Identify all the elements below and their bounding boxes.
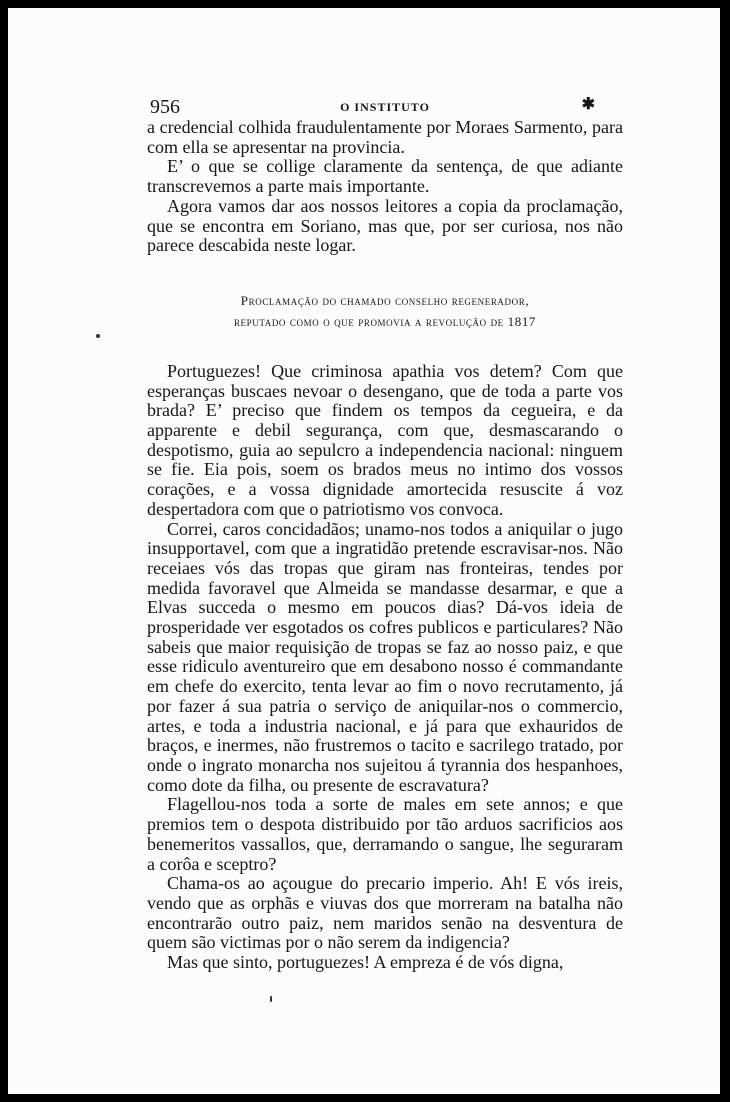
ornament-mark: ✱ (581, 96, 595, 113)
ink-speck (270, 996, 272, 1002)
proclamation-paragraph: Flagellou-nos toda a sorte de males em sete annos; e que premios tem o despota distribuido por tão arduos sacrificios aos benemeritos vassallos, que, derramando o sangue, lhe seguraram a corôa e sceptro? (147, 794, 623, 874)
proclamation-paragraph: Chama-os ao açougue do precario imperio. Ah! E vós ireis, vendo que as orphãs e viuvas dos que morreram na batalha não encontrarão outro paiz, nem maridos senão na desventura de quem são victimas por o não serem da indigencia? (147, 873, 623, 953)
proclamation-paragraph: Correi, caros concidadãos; unamo-nos todos a aniquilar o jugo insupportavel, com que a ingratidão pretende escravisar-nos. Não receiaes vós das tropas que giram nas fronteiras, tendes por medida favoravel que Almeida se mandasse desarmar, e que a Elvas succeda o mesmo em poucos dias? Dá-vos ideia de prosperidade ver esgotados os cofres publicos e particulares? Não sabeis que maior requisição de tropas se faz ao nosso paiz, e que esse ridiculo aventureiro que em desabono nosso é commandante em chefe do exercito, tenta levar ao fim o novo recrutamento, já por fazer á sua patria o serviço de aniquilar-nos o commercio, artes, e toda a industria nacional, e já para que exhauridos de braços, e inermes, não frustremos o tacito e sacrilego tratado, por onde o ingrato monarcha nos sujeitou á tyrannia dos hespanhoes, como dote da filha, ou presente de escravatura? (147, 518, 623, 795)
section-heading-line: reputado como o que promovia a revolução de 1817 (233, 313, 537, 329)
book-page (8, 8, 720, 1094)
journal-title: O INSTITUTO (340, 100, 430, 114)
ink-speck (96, 334, 100, 338)
page-number: 956 (150, 96, 180, 118)
proclamation-paragraph: Portuguezes! Que criminosa apathia vos detem? Com que esperanças buscaes nevoar o desengano, que de toda a parte vos brada? E’ preciso que findem os tempos da cegueira, e da apparente e debil segurança, com que, desmascarando o despotismo, guia ao sepulcro a independencia nacional: ninguem se fie. Eia pois, soem os brados meus no intimo dos vossos corações, e a vossa dignidade amortecida resuscite á voz despertadora com que o patriotismo vos convoca. (147, 360, 623, 519)
intro-paragraph: Agora vamos dar aos nossos leitores a copia da proclamação, que se encontra em Soriano, mas que, por ser curiosa, nos não parece descabida neste logar. (147, 195, 623, 256)
section-heading (147, 290, 623, 332)
section-heading-line: Proclamação do chamado conselho regenerador, (240, 292, 530, 308)
page-content (147, 92, 623, 973)
proclamation-paragraph: Mas que sinto, portuguezes! A empreza é de vós digna, (167, 952, 564, 973)
intro-paragraph: a credencial colhida fraudulentamente por Moraes Sarmento, para com ella se apresentar na provincia. (147, 117, 623, 157)
running-head (147, 92, 623, 118)
intro-paragraph: E’ o que se collige claramente da sentença, de que adiante transcrevemos a parte mais importante. (147, 156, 623, 197)
